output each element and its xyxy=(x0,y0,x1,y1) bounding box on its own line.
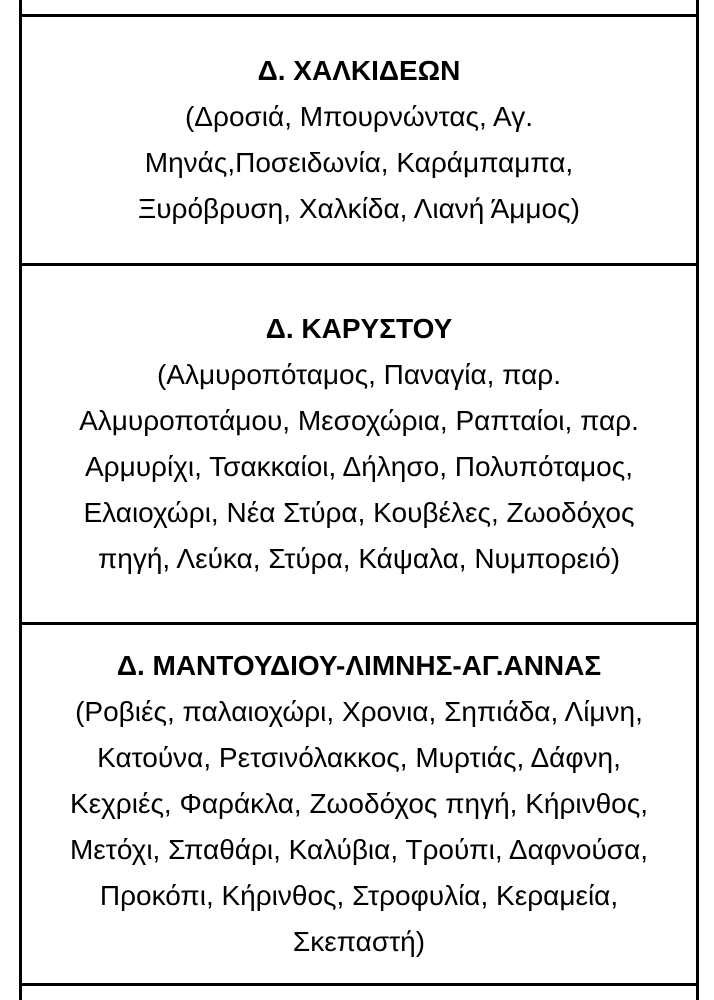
locality-line: Μηνάς,Ποσειδωνία, Καράμπαμπα, xyxy=(144,147,574,178)
municipality-title: Δ. ΧΑΛΚΙΔΕΩΝ xyxy=(257,55,461,86)
municipality-title: Δ. ΜΑΝΤΟΥΔΙΟΥ-ΛΙΜΝΗΣ-ΑΓ.ΑΝΝΑΣ xyxy=(116,650,602,681)
locality-line: (Δροσιά, Μπουρνώντας, Αγ. xyxy=(184,101,533,132)
table-cell-chalkideon xyxy=(22,17,696,263)
locality-line: Ελαιοχώρι, Νέα Στύρα, Κουβέλες, Ζωοδόχος xyxy=(83,497,635,528)
locality-line: Ξυρόβρυση, Χαλκίδα, Λιανή Άμμος) xyxy=(138,193,580,224)
locality-line: (Αλμυροπόταμος, Παναγία, παρ. xyxy=(156,359,562,390)
table-cell-mantoudiou xyxy=(22,625,696,983)
locality-line: Προκόπι, Κήρινθος, Στροφυλία, Κεραμεία, xyxy=(99,880,619,911)
municipality-title: Δ. ΚΑΡΥΣΤΟΥ xyxy=(265,313,453,344)
locality-line: Σκεπαστή) xyxy=(292,926,426,957)
locality-line: Κεχριές, Φαράκλα, Ζωοδόχος πηγή, Κήρινθος, xyxy=(69,788,649,819)
row-divider xyxy=(19,983,699,986)
locality-line: πηγή, Λεύκα, Στύρα, Κάψαλα, Νυμπορειό) xyxy=(97,543,621,574)
locality-line: (Ροβιές, παλαιοχώρι, Χρονια, Σηπιάδα, Λίμνη, xyxy=(75,696,643,727)
locality-line: Μετόχι, Σπαθάρι, Καλύβια, Τρούπι, Δαφνούσα, xyxy=(69,834,649,865)
locality-line: Κατούνα, Ρετσινόλακκος, Μυρτιάς, Δάφνη, xyxy=(97,742,621,773)
locality-line: Αρμυρίχι, Τσακκαίοι, Δήλησο, Πολυπόταμος, xyxy=(84,451,634,482)
table-cell-karystou xyxy=(22,266,696,622)
table-right-border xyxy=(696,0,699,1000)
locality-line: Αλμυροποτάμου, Μεσοχώρια, Ραπταίοι, παρ. xyxy=(79,405,639,436)
